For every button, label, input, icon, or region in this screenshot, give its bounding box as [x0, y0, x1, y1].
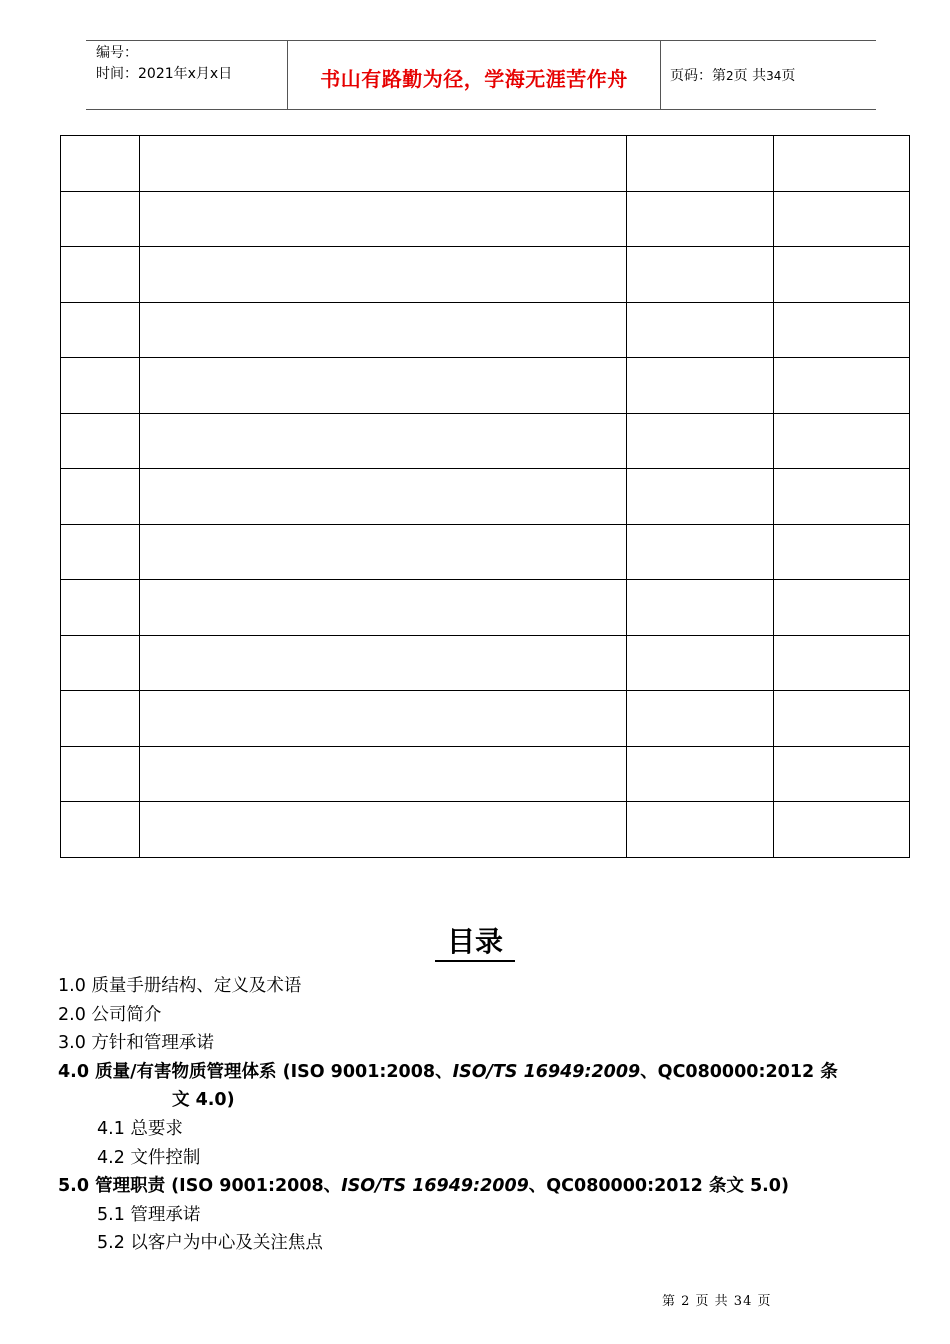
revision-table-body [61, 136, 910, 858]
table-cell [774, 635, 910, 691]
toc-item-5-2[interactable]: 5.2 以客户为中心及关注焦点 [97, 1233, 323, 1254]
toc-item-4-2[interactable]: 4.2 文件控制 [97, 1147, 201, 1168]
table-cell [61, 580, 140, 636]
table-cell [774, 691, 910, 747]
toc-item-3[interactable]: 3.0 方针和管理承诺 [58, 1033, 214, 1054]
table-cell [61, 358, 140, 414]
toc-item-5[interactable] [58, 1172, 918, 1201]
table-row [61, 302, 910, 358]
table-row [61, 580, 910, 636]
table-cell [140, 191, 627, 247]
header-meta [96, 43, 286, 85]
table-row [61, 247, 910, 303]
toc-item-4-part-c: 、QC080000:2012 条 [640, 1061, 838, 1082]
toc-item-5-part-c: 、QC080000:2012 条文 5.0) [528, 1176, 789, 1197]
table-cell [774, 802, 910, 858]
table-row [61, 358, 910, 414]
table-cell [140, 413, 627, 469]
table-cell [774, 191, 910, 247]
table-cell [140, 635, 627, 691]
table-cell [61, 469, 140, 525]
table-cell [61, 136, 140, 192]
page-mid: 页 共 [733, 68, 767, 84]
table-cell [627, 247, 774, 303]
page-current: 2 [726, 69, 734, 83]
table-cell [774, 746, 910, 802]
table-cell [140, 746, 627, 802]
toc-item-2[interactable]: 2.0 公司简介 [58, 1004, 162, 1025]
table-cell [774, 524, 910, 580]
table-cell [61, 691, 140, 747]
toc-item-5-part-a: 5.0 管理职责 (ISO 9001:2008、 [58, 1176, 342, 1197]
page-prefix: 页码：第 [670, 68, 726, 84]
table-cell [774, 136, 910, 192]
table-cell [627, 524, 774, 580]
page-suffix: 页 [781, 68, 796, 84]
page-total: 34 [766, 69, 782, 83]
table-cell [140, 802, 627, 858]
table-row [61, 691, 910, 747]
table-row [61, 746, 910, 802]
toc-item-4-standard: ISO/TS 16949:2009 [452, 1061, 641, 1082]
table-cell [140, 524, 627, 580]
table-row [61, 191, 910, 247]
table-cell [140, 302, 627, 358]
table-cell [627, 691, 774, 747]
table-cell [140, 469, 627, 525]
table-cell [61, 635, 140, 691]
toc-item-4-part-a: 4.0 质量/有害物质管理体系 (ISO 9001:2008、 [58, 1061, 453, 1082]
table-cell [627, 413, 774, 469]
toc-item-1[interactable]: 1.0 质量手册结构、定义及术语 [58, 976, 302, 996]
toc-title: 目录 [435, 924, 515, 962]
table-cell [61, 746, 140, 802]
toc-item-4-1[interactable]: 4.1 总要求 [97, 1118, 183, 1139]
table-cell [774, 469, 910, 525]
table-cell [627, 358, 774, 414]
table-cell [61, 191, 140, 247]
table-cell [140, 247, 627, 303]
table-cell [627, 469, 774, 525]
table-row [61, 635, 910, 691]
toc-item-5-1[interactable]: 5.1 管理承诺 [97, 1204, 201, 1225]
table-row [61, 802, 910, 858]
table-cell [61, 247, 140, 303]
table-cell [140, 358, 627, 414]
table-row [61, 136, 910, 192]
table-cell [627, 136, 774, 192]
table-cell [774, 580, 910, 636]
revision-table [60, 135, 910, 858]
table-cell [61, 413, 140, 469]
table-cell [774, 302, 910, 358]
table-cell [774, 247, 910, 303]
table-cell [627, 635, 774, 691]
header-divider-right [660, 41, 661, 109]
table-cell [140, 691, 627, 747]
table-cell [61, 524, 140, 580]
table-cell [140, 136, 627, 192]
table-cell [627, 580, 774, 636]
table-row [61, 469, 910, 525]
table-cell [774, 358, 910, 414]
page-footer: 第 2 页 共 34 页 [662, 1294, 772, 1309]
table-cell [140, 580, 627, 636]
document-number-label: 编号： [96, 45, 138, 61]
table-cell [627, 746, 774, 802]
header-page-info [670, 65, 795, 85]
toc-title-wrap [0, 924, 950, 962]
table-cell [627, 191, 774, 247]
page-header [86, 40, 876, 110]
toc-item-4[interactable] [58, 1058, 918, 1115]
table-of-contents [58, 972, 918, 1258]
table-row [61, 413, 910, 469]
table-cell [61, 302, 140, 358]
table-cell [627, 302, 774, 358]
table-cell [774, 413, 910, 469]
document-date: 时间：2021年x月x日 [96, 66, 233, 82]
toc-item-4-part-d: 文 4.0) [172, 1090, 235, 1111]
table-cell [627, 802, 774, 858]
header-motto: 书山有路勤为径，学海无涯苦作舟 [320, 67, 628, 91]
table-row [61, 524, 910, 580]
table-cell [61, 802, 140, 858]
toc-item-5-standard: ISO/TS 16949:2009 [341, 1176, 529, 1197]
